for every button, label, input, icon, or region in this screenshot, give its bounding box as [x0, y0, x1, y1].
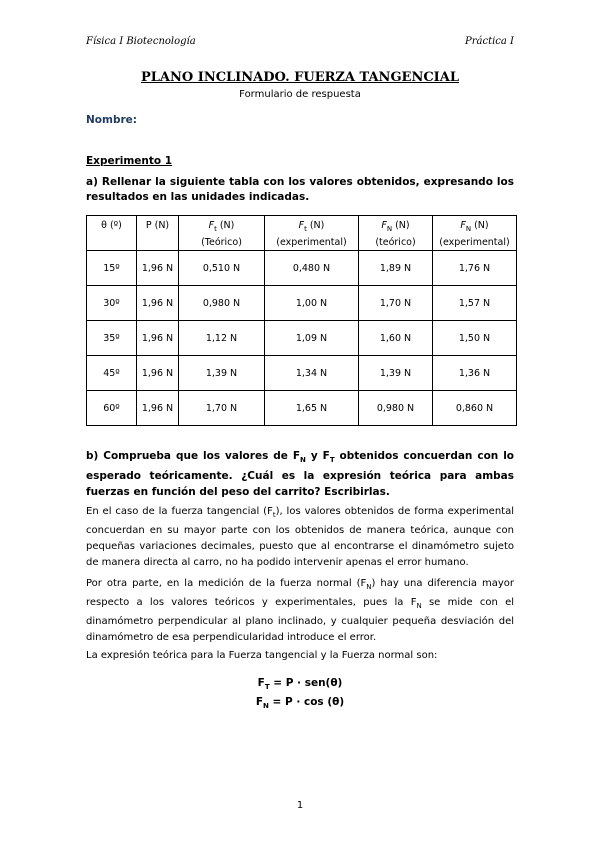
table-cell: 35º — [87, 321, 137, 356]
page-number: 1 — [296, 800, 304, 811]
page-title: PLANO INCLINADO. FUERZA TANGENCIAL — [141, 70, 459, 85]
page-subtitle: Formulario de respuesta — [239, 89, 361, 100]
formula-normal: $F_N = P \cdot \cos (\theta)$ — [255, 696, 345, 711]
table-cell: 1,96 N — [137, 321, 179, 356]
table-cell: 30º — [87, 286, 137, 321]
results-table — [86, 215, 517, 426]
table-header-cell: $F_N$ (N) (teórico) — [359, 216, 433, 251]
table-header-cell: $F_N$ (N) (experimental) — [433, 216, 517, 251]
table-cell: 1,70 N — [359, 286, 433, 321]
header-course: Física I Biotecnología — [86, 36, 196, 47]
table-cell: 45º — [87, 356, 137, 391]
table-cell: 1,00 N — [265, 286, 359, 321]
table-cell: 1,57 N — [433, 286, 517, 321]
table-cell: 1,12 N — [179, 321, 265, 356]
table-cell: 60º — [87, 391, 137, 426]
table-row — [87, 321, 517, 356]
table-cell: 1,36 N — [433, 356, 517, 391]
table-cell: 0,510 N — [179, 251, 265, 286]
name-label: Nombre: — [86, 114, 137, 126]
table-cell: 1,50 N — [433, 321, 517, 356]
table-cell: 1,96 N — [137, 286, 179, 321]
table-row — [87, 356, 517, 391]
table-cell: 1,96 N — [137, 356, 179, 391]
table-cell: 1,09 N — [265, 321, 359, 356]
table-cell: 1,89 N — [359, 251, 433, 286]
table-cell: 1,70 N — [179, 391, 265, 426]
question-a: a) Rellenar la siguiente tabla con los valores obtenidos, expresando los resultados en las unidades indicadas. — [86, 176, 514, 203]
table-header-cell: θ (º) — [87, 216, 137, 251]
table-cell: 1,60 N — [359, 321, 433, 356]
table-cell: 0,980 N — [359, 391, 433, 426]
formulas — [0, 676, 600, 714]
experiment-heading: Experimento 1 — [86, 155, 173, 167]
question-b: b) Comprueba que los valores de $F_N$ y $F_T$ obtenidos concuerdan con lo esperado teóricamente. ¿Cuál es la expresión teórica para ambas fuerzas en función del peso del carrito? Escribirlas. — [86, 450, 515, 499]
table-row — [87, 286, 517, 321]
table-header-cell: P (N) — [137, 216, 179, 251]
table-cell: 1,65 N — [265, 391, 359, 426]
table-header-row — [87, 216, 517, 251]
table-cell: 0,980 N — [179, 286, 265, 321]
table-row — [87, 391, 517, 426]
table-cell: 1,96 N — [137, 251, 179, 286]
table-cell: 15º — [87, 251, 137, 286]
table-cell: 0,860 N — [433, 391, 517, 426]
table-cell: 1,39 N — [359, 356, 433, 391]
table-header-cell: $F_t$ (N) (experimental) — [265, 216, 359, 251]
table-cell: 1,39 N — [179, 356, 265, 391]
paragraph-normal: Por otra parte, en la medición de la fuerza normal $(F_N)$ hay una diferencia mayor respecto a los valores teóricos y experimentales, pues la $F_N$ se mide con el dinamómetro perpendicular al plano inclinado, y cualquier pequeña desviación del dinamómetro de esa perpendicularidad introduce el error. — [86, 578, 515, 643]
table-cell: 1,34 N — [265, 356, 359, 391]
table-header-cell: $F_t$ (N) (Teórico) — [179, 216, 265, 251]
paragraph-expression-intro: La expresión teórica para la Fuerza tangencial y la Fuerza normal son: — [86, 650, 438, 661]
paragraph-tangential: En el caso de la fuerza tangencial $(F_t)$, los valores obtenidos de forma experimental concuerdan en su mayor parte con los obtenidos de manera teórica, aunque con pequeñas variaciones decimales, puesto que al encontrarse el dinamómetro sujeto de manera directa al carro, no ha podido intervenir apenas el error humano. — [86, 506, 514, 568]
table-body — [87, 251, 517, 426]
table-cell: 1,96 N — [137, 391, 179, 426]
formula-tangential: $F_T = P \cdot sen(\theta)$ — [257, 677, 343, 692]
table-cell: 1,76 N — [433, 251, 517, 286]
table-cell: 0,480 N — [265, 251, 359, 286]
header-practice: Práctica I — [465, 36, 514, 47]
table-row — [87, 251, 517, 286]
